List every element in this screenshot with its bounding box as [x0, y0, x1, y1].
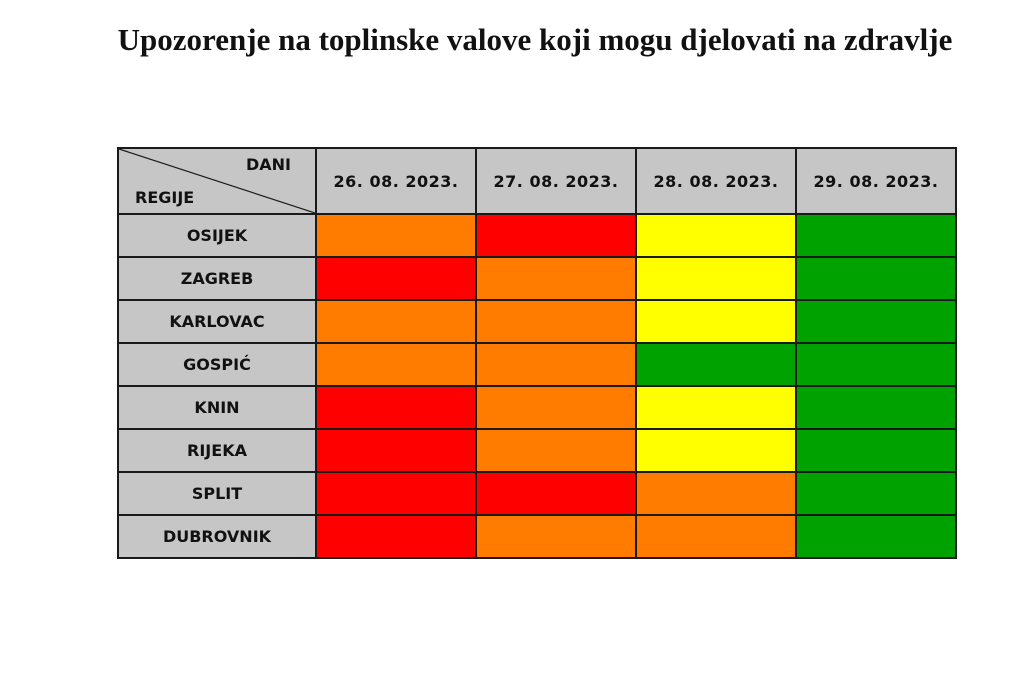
warning-level-cell	[796, 343, 956, 386]
warning-level-cell	[636, 515, 796, 558]
table-row	[118, 257, 956, 300]
table-row	[118, 386, 956, 429]
warning-level-cell	[636, 343, 796, 386]
warning-level-cell	[316, 386, 476, 429]
warning-level-cell	[796, 472, 956, 515]
warning-level-cell	[476, 429, 636, 472]
date-column-header: 26. 08. 2023.	[316, 148, 476, 214]
heat-warning-table	[117, 147, 957, 559]
region-label: DUBROVNIK	[118, 515, 316, 558]
warning-level-cell	[476, 472, 636, 515]
warning-level-cell	[316, 472, 476, 515]
warning-level-cell	[316, 214, 476, 257]
warning-level-cell	[636, 386, 796, 429]
table-row	[118, 472, 956, 515]
warning-level-cell	[796, 386, 956, 429]
region-label: KARLOVAC	[118, 300, 316, 343]
table-row	[118, 515, 956, 558]
warning-level-cell	[476, 515, 636, 558]
date-column-header: 27. 08. 2023.	[476, 148, 636, 214]
warning-level-cell	[796, 515, 956, 558]
columns-header-label: DANI	[245, 155, 291, 174]
corner-header-cell	[118, 148, 316, 214]
table-row	[118, 343, 956, 386]
warning-level-cell	[796, 257, 956, 300]
warning-level-cell	[636, 300, 796, 343]
warning-level-cell	[476, 300, 636, 343]
warning-level-cell	[476, 343, 636, 386]
region-label: RIJEKA	[118, 429, 316, 472]
warning-level-cell	[796, 214, 956, 257]
warning-level-cell	[636, 472, 796, 515]
region-label: ZAGREB	[118, 257, 316, 300]
date-column-header: 28. 08. 2023.	[636, 148, 796, 214]
warning-level-cell	[316, 515, 476, 558]
warning-level-cell	[476, 386, 636, 429]
region-label: GOSPIĆ	[118, 343, 316, 386]
table-row	[118, 429, 956, 472]
date-column-header: 29. 08. 2023.	[796, 148, 956, 214]
region-label: OSIJEK	[118, 214, 316, 257]
warning-level-cell	[796, 300, 956, 343]
table-header-row	[118, 148, 956, 214]
page-title: Upozorenje na toplinske valove koji mogu djelovati na zdravlje	[117, 22, 953, 57]
region-label: KNIN	[118, 386, 316, 429]
table-row	[118, 300, 956, 343]
table-row	[118, 214, 956, 257]
warning-level-cell	[636, 257, 796, 300]
warning-level-cell	[316, 300, 476, 343]
warning-level-cell	[476, 214, 636, 257]
warning-level-cell	[476, 257, 636, 300]
warning-level-cell	[316, 429, 476, 472]
warning-level-cell	[636, 429, 796, 472]
table-body	[118, 214, 956, 558]
region-label: SPLIT	[118, 472, 316, 515]
warning-level-cell	[636, 214, 796, 257]
warning-level-cell	[316, 257, 476, 300]
rows-header-label: REGIJE	[135, 188, 195, 207]
warning-level-cell	[316, 343, 476, 386]
warning-level-cell	[796, 429, 956, 472]
